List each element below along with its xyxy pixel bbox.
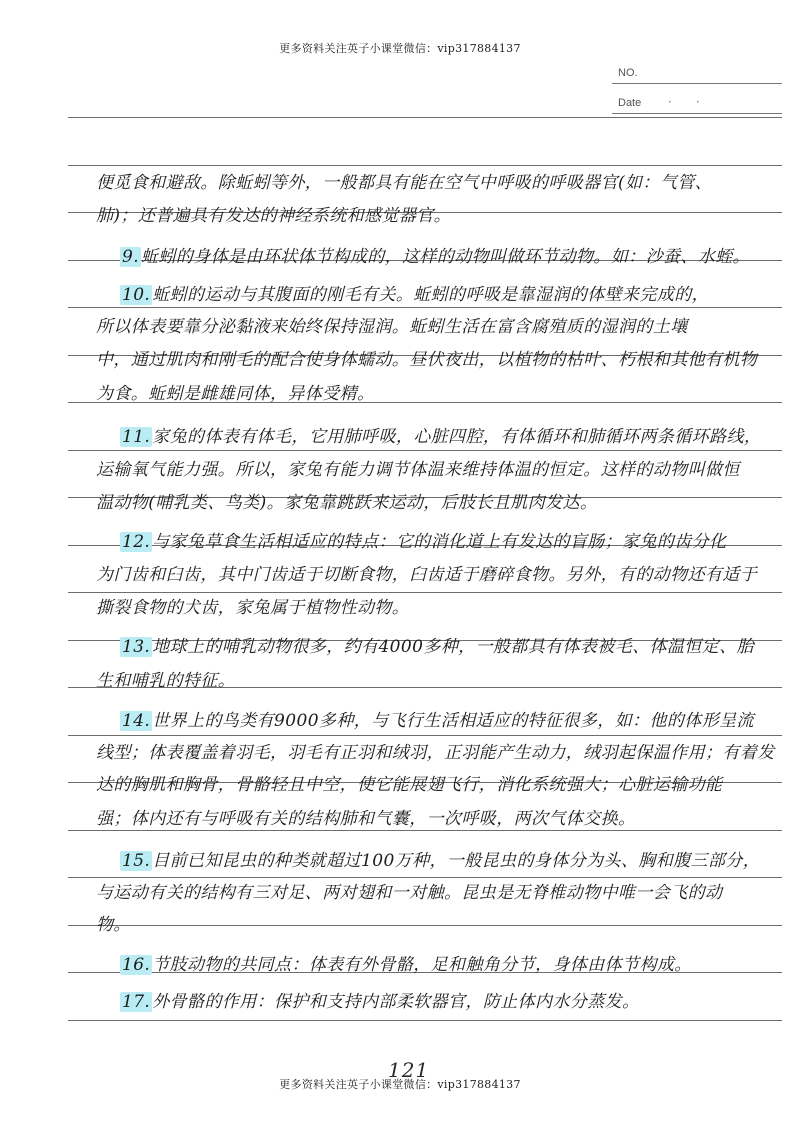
line-text: 物。 [96,915,131,935]
date-label: Date [618,97,642,109]
text-line [96,205,451,227]
text-line [96,564,757,586]
line-text: 达的胸肌和胸骨，骨骼轻且中空，使它能展翅飞行，消化系统强大；心脏运输功能 [96,775,723,795]
ruled-line [68,165,782,166]
text-line [120,850,760,872]
page-number: 121 [388,1058,430,1082]
ruled-line [68,450,782,451]
text-line [96,172,712,194]
item-number: 10. [122,285,151,305]
text-line [96,492,597,514]
text-line [96,882,722,904]
text-line [96,774,722,796]
text-line [120,246,750,268]
ruled-line [68,117,782,118]
ruled-line [68,735,782,736]
text-line [120,531,726,553]
line-text: 与家兔草食生活相适应的特点：它的消化道上有发达的盲肠；家兔的齿分化 [152,532,727,552]
line-text: 地球上的哺乳动物很多，约有4000多种，一般都具有体表被毛、体温恒定、胎 [152,637,754,657]
item-number: 14. [122,711,151,731]
no-underline [612,83,782,84]
text-line [96,597,409,619]
ruled-line [68,877,782,878]
line-text: 节肢动物的共同点：体表有外骨骼，足和触角分节，身体由体节构成。 [152,955,692,975]
text-line [96,914,131,936]
line-text: 世界上的鸟类有9000多种，与飞行生活相适应的特征很多，如：他的体形呈流 [152,711,754,731]
line-text: 家兔的体表有体毛，它用肺呼吸，心脏四腔，有体循环和肺循环两条循环路线， [152,427,762,447]
ruled-line [68,592,782,593]
text-line [96,670,235,692]
ruled-line [68,925,782,926]
text-line [96,808,635,830]
text-line [120,710,754,732]
line-text: 为门齿和臼齿，其中门齿适于切断食物，臼齿适于磨碎食物。另外，有的动物还有适于 [96,565,758,585]
text-line [120,954,692,976]
line-text: 外骨骼的作用：保护和支持内部柔软器官，防止体内水分蒸发。 [152,992,640,1012]
text-line [96,742,775,764]
ruled-line [68,830,782,831]
text-line [96,383,374,405]
line-text: 温动物(哺乳类、鸟类)。家兔靠跳跃来运动，后肢长且肌肉发达。 [96,493,598,513]
text-line [120,636,754,658]
item-number: 17. [122,992,151,1012]
line-text: 与运动有关的结构有三对足、两对翅和一对触。昆虫是无脊椎动物中唯一会飞的动 [96,883,723,903]
line-text: 为食。蚯蚓是雌雄同体，异体受精。 [96,384,375,404]
line-text: 强；体内还有与呼吸有关的结构肺和气囊，一次呼吸，两次气体交换。 [96,809,636,829]
line-text: 线型；体表覆盖着羽毛，羽毛有正羽和绒羽，正羽能产生动力，绒羽起保温作用；有着发 [96,743,775,763]
line-text: 目前已知昆虫的种类就超过100万种，一般昆虫的身体分为头、胸和腹三部分， [152,851,761,871]
item-number: 9. [122,247,140,267]
line-text: 便觅食和避敌。除蚯蚓等外，一般都具有能在空气中呼吸的呼吸器官(如：气管、 [96,173,713,193]
line-text: 生和哺乳的特征。 [96,671,236,691]
line-text: 运输氧气能力强。所以，家兔有能力调节体温来维持体温的恒定。这样的动物叫做恒 [96,460,740,480]
text-line [96,459,740,481]
text-line [120,991,639,1013]
line-text: 蚯蚓的运动与其腹面的刚毛有关。蚯蚓的呼吸是靠湿润的体壁来完成的， [152,285,710,305]
date-dots: ·· [668,95,724,109]
item-number: 15. [122,851,151,871]
item-number: 16. [122,955,151,975]
line-text: 撕裂食物的犬齿，家兔属于植物性动物。 [96,598,410,618]
text-line [96,349,757,371]
date-underline [612,113,782,114]
ruled-line [68,307,782,308]
watermark-bottom: 更多资料关注英子小课堂微信：vip317884137 [279,1078,521,1091]
line-text: 肺)；还普遍具有发达的神经系统和感觉器官。 [96,206,452,226]
item-number: 13. [122,637,151,657]
line-text: 蚯蚓的身体是由环状体节构成的，这样的动物叫做环节动物。如：沙蚕、水蛭。 [141,247,751,267]
no-label: NO. [618,67,638,79]
item-number: 12. [122,532,151,552]
line-text: 中，通过肌肉和刚毛的配合使身体蠕动。昼伏夜出，以植物的枯叶、朽根和其他有机物 [96,350,758,370]
item-number: 11. [122,427,151,447]
text-line [120,284,709,306]
ruled-line [68,1020,782,1021]
text-line [120,426,761,448]
watermark-top: 更多资料关注英子小课堂微信：vip317884137 [279,42,521,55]
line-text: 所以体表要靠分泌黏液来始终保持湿润。蚯蚓生活在富含腐殖质的湿润的土壤 [96,317,688,337]
text-line [96,316,688,338]
